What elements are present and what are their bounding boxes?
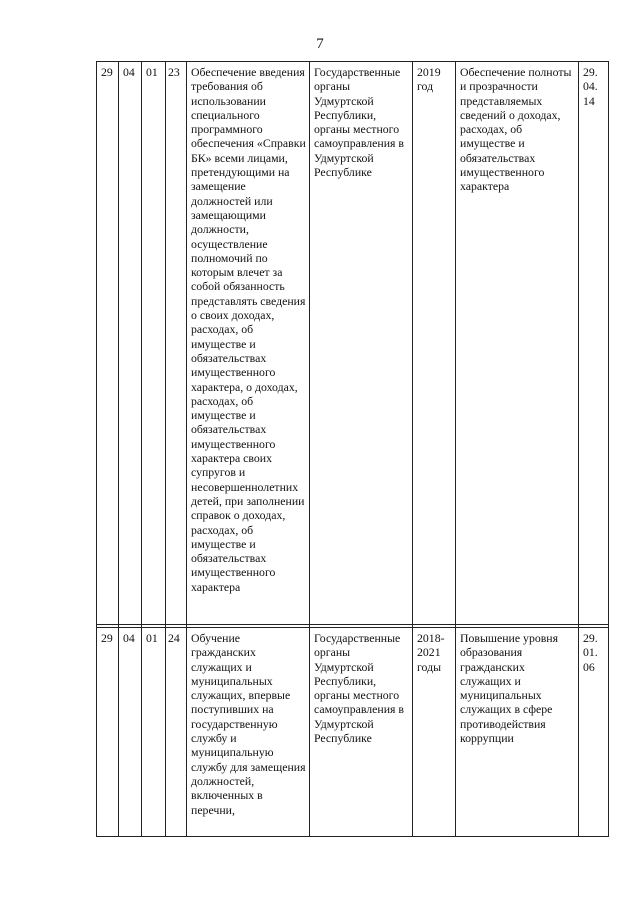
table-border-right: [608, 61, 609, 837]
row-2-col-1: 29: [101, 631, 113, 645]
row-2-term: 2018-2021 годы: [417, 631, 445, 674]
row-2-col-2: 04: [123, 631, 135, 645]
row-1-col-4: 23: [168, 65, 180, 79]
row-1-result: Обеспечение полноты и прозрачности представляемых сведений о доходах, расходах, об имуществе и обязательствах имущественного характера: [460, 65, 572, 194]
page-number: 7: [316, 36, 324, 52]
row-1-term: 2019 год: [417, 65, 441, 94]
row-2-result: Повышение уровня образования гражданских служащих и муниципальных служащих в сфере противодействия коррупции: [460, 631, 559, 746]
table-border-bottom: [96, 836, 609, 837]
row-1-code: 29. 04. 14: [583, 65, 598, 108]
row-2-col-3: 01: [146, 631, 158, 645]
row-1-col-1: 29: [101, 65, 113, 79]
row-1-col-3: 01: [146, 65, 158, 79]
row-1-activity: Обеспечение введения требования об использовании специального программного обеспечения «Справки БК» всеми лицами, претендующими на замещение должностей или замещающими должности, осуществление полномочий по которым влечет за собой обязанность представлять сведения о своих доходах, расходах, об имуществе и обязательствах имущественного характера, о доходах, расходах, об имуществе и обязательствах имущественного характера своих супругов и несовершеннолетних детей, при заполнении справок о доходах, расходах, об имуществе и обязательствах имущественного характера: [191, 65, 306, 594]
row-2-col-4: 24: [168, 631, 180, 645]
row-2-executors: Государственные органы Удмуртской Республики, органы местного самоуправления в Удмуртской Республике: [314, 631, 404, 746]
row-1-col-2: 04: [123, 65, 135, 79]
row-2-code: 29. 01. 06: [583, 631, 598, 674]
row-divider: [96, 624, 609, 625]
row-1-executors: Государственные органы Удмуртской Республики, органы местного самоуправления в Удмуртской Республике: [314, 65, 404, 180]
row-2-activity: Обучение гражданских служащих и муниципальных служащих, впервые поступивших на государственную службу и муниципальную службу для замещения должностей, включенных в перечни,: [191, 631, 306, 817]
